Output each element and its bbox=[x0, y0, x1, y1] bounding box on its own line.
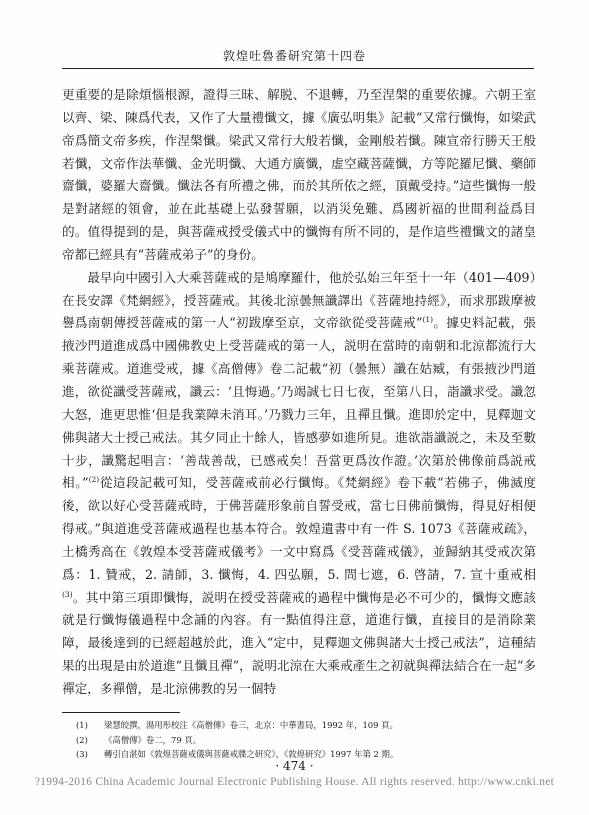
footnote-ref-2[interactable]: (2) bbox=[88, 475, 100, 485]
footnote-2 bbox=[76, 733, 532, 748]
paragraph-2-part-a: 最早向中國引入大乘菩薩戒的是鳩摩羅什，他於弘始三年至十一年（401—409）在長安譯《梵網經》，授菩薩戒。其後北涼曇無讖譯出《菩薩地持經》，而求那跋摩被譽爲南朝傳授菩薩戒的第一人“初跋摩至京，文帝欲從受菩薩戒” bbox=[62, 269, 536, 331]
header-divider bbox=[62, 68, 534, 69]
paragraph-2-part-b: 。據史料記載，張掖沙門道進成爲中國佛教史上受菩薩戒的第一人，説明在當時的南朝和北涼都流行大乘菩薩戒。道進受戒，據《高僧傳》卷二記載“初（曇無）讖在姑臧，有張掖沙門道進，欲從讖受菩薩戒，讖云：‘且悔過。’乃竭誠七日七夜，至第八日，詣讖求受。讖忽大怒，進更思惟‘但是我業障未消耳。’乃戮力三年，且禪且懺。進即於定中，見釋迦文佛與諸大士授己戒法。其夕同止十餘人，皆感夢如進所見。進欲詣讖説之，未及至數十步，讖驚起唱言：‘善哉善哉，已感戒矣！吾當更爲汝作證。’次第於佛像前爲説戒相。” bbox=[62, 315, 536, 491]
footnote-ref-3[interactable]: (3) bbox=[62, 589, 73, 599]
paragraph-2 bbox=[62, 267, 536, 701]
paragraph-2-part-c: 從這段記載可知，受菩薩戒前必行懺悔。《梵網經》卷下載“若佛子，佛滅度後，欲以好心受菩薩戒時，于佛菩薩形象前自誓受戒，當七日佛前懺悔，得見好相便得戒。”與道進受菩薩戒過程也基本符合。敦煌遺書中有一件 S. 1073《菩薩戒疏》，土橋秀高在《敦煌本受菩薩戒儀考》一文中寫爲《受菩薩戒儀》，並歸納其受戒次第爲：1. 贊戒，2. 請師，3. 懺悔，4. 四弘願，5. 問七遮，6. 啓請，7. 宣十重戒相 bbox=[62, 475, 537, 582]
footnote-3-mark: (3) bbox=[76, 749, 88, 760]
footnotes bbox=[76, 718, 532, 762]
paragraph-1: 更重要的是除煩惱根源，證得三昧、解脱、不退轉，乃至涅槃的重要依據。六朝王室以齊、梁、陳爲代表，又作了大量禮懺文，據《廣弘明集》記載“又常行懺悔，如梁武帝爲簡文帝多疾，作涅槃懺。梁武又常行大般若懺，金剛般若懺。陳宣帝行勝天王般若懺，文帝作法華懺、金光明懺、大通方廣懺，虚空藏菩薩懺，方等陀羅尼懺、藥師齋懺，婆羅大齋懺。懺法各有所禮之佛，而於其所依之經，頂戴受持。”這些懺悔一般是對諸經的領會，並在此基礎上弘發誓願，以消災免難、爲國祈福的世間利益爲目的。值得提到的是，與菩薩戒授受儀式中的懺悔有所不同的，是作這些禮懺文的諸皇帝都已經具有“菩薩戒弟子”的身份。 bbox=[62, 87, 536, 262]
footnote-1-mark: (1) bbox=[76, 720, 88, 730]
footnote-1 bbox=[76, 718, 532, 733]
footnote-3-text: 轉引自湛如《敦煌菩薩戒儀與菩薩戒牒之研究》，《敦煌研究》1997 年第 2 期。 bbox=[104, 749, 399, 760]
page-number: · 474 · bbox=[275, 759, 314, 773]
footnote-1-text: 梁慧皎撰，湯用彤校注《高僧傳》卷三，北京：中華書局，1992 年，109 頁。 bbox=[104, 720, 398, 730]
copyright-notice: ?1994-2016 China Academic Journal Electronic Publishing House. All rights reserved. http://www.cnki.net bbox=[34, 776, 555, 788]
body-text bbox=[62, 84, 536, 701]
footnote-divider bbox=[62, 712, 180, 713]
paragraph-2-part-d: 。其中第三項即懺悔，説明在授受菩薩戒的過程中懺悔是必不可少的，懺悔文應該就是行懺悔儀過程中念誦的內容。有一點值得注意，道進行懺，直接目的是消除業障，最後達到的已經超越於此，進入“定中，見釋迦文佛與諸大士授己戒法”，這種結果的出現是由於道進“且懺且禪”，説明北涼在大乘戒產生之初就與禪法結合在一起“多禪定，多禪僧，是北涼佛教的另一個特 bbox=[62, 589, 536, 696]
footnote-2-text: 《高僧傳》卷二，79 頁。 bbox=[104, 734, 202, 745]
footnote-2-mark: (2) bbox=[76, 734, 88, 745]
running-header: 敦煌吐魯番研究第十四卷 bbox=[222, 49, 366, 63]
footnote-ref-1[interactable]: (1) bbox=[422, 315, 434, 325]
